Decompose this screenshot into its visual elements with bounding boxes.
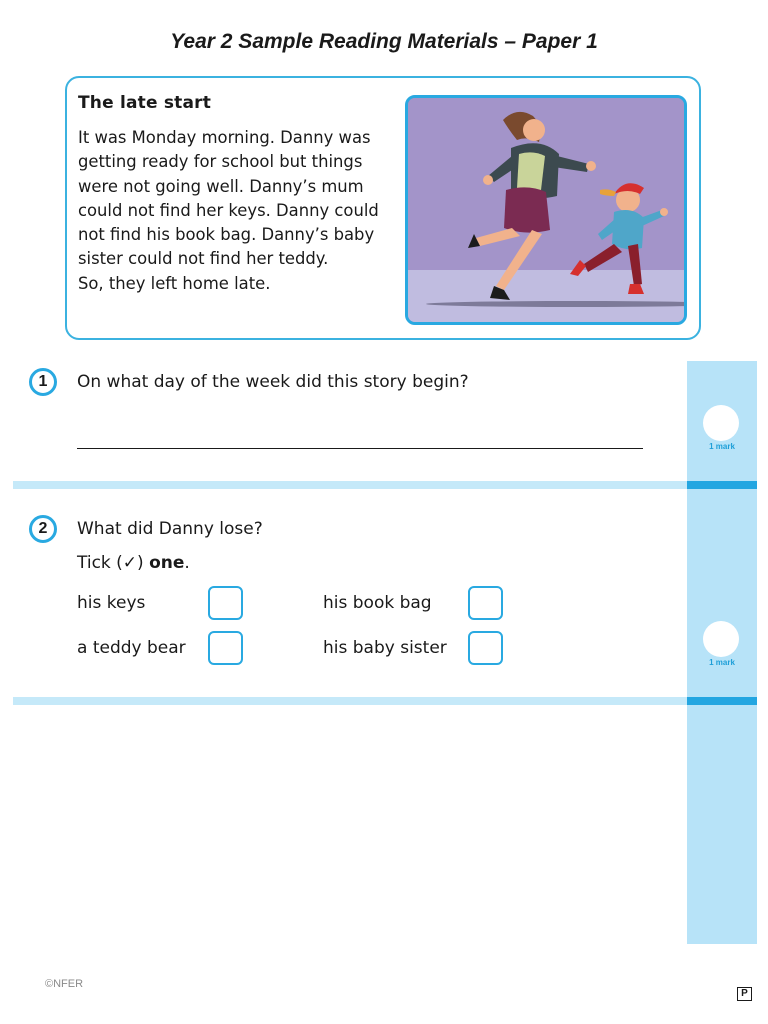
question-2-text: What did Danny lose?: [77, 519, 263, 539]
copyright-notice: ©NFER: [45, 978, 84, 990]
section-divider: [13, 697, 687, 705]
tick-box-his-book-bag[interactable]: [468, 586, 503, 620]
running-family-illustration: [408, 98, 684, 322]
story-line: sister could not find her teddy.: [78, 249, 329, 269]
tick-instruction-prefix: Tick (✓): [77, 553, 150, 573]
section-divider-margin: [687, 481, 757, 489]
story-text: [78, 126, 396, 296]
answer-line-q1[interactable]: [77, 448, 643, 449]
page-marker-badge: P: [737, 987, 752, 1001]
mark-box-q2[interactable]: [703, 621, 739, 657]
question-number-2: 2: [29, 515, 57, 543]
mark-box-q1[interactable]: [703, 405, 739, 441]
story-line: getting ready for school but things: [78, 152, 363, 172]
tick-box-his-keys[interactable]: [208, 586, 243, 620]
story-line: could not find her keys. Danny could: [78, 200, 379, 220]
story-line: were not going well. Danny’s mum: [78, 176, 364, 196]
mark-label-q1: 1 mark: [709, 442, 735, 451]
story-line: not find his book bag. Danny’s baby: [78, 225, 375, 245]
option-label: his keys: [77, 593, 146, 613]
story-illustration: [405, 95, 687, 325]
option-label: a teddy bear: [77, 638, 186, 658]
tick-instruction-suffix: .: [184, 553, 190, 573]
story-line: So, they left home late.: [78, 273, 271, 293]
option-label: his book bag: [323, 593, 432, 613]
tick-box-a-teddy-bear[interactable]: [208, 631, 243, 665]
section-divider-margin: [687, 697, 757, 705]
tick-box-his-baby-sister[interactable]: [468, 631, 503, 665]
mark-label-q2: 1 mark: [709, 658, 735, 667]
story-box: [65, 76, 701, 340]
story-line: It was Monday morning. Danny was: [78, 128, 371, 147]
option-label: his baby sister: [323, 638, 447, 658]
tick-instruction-emphasis: one: [149, 553, 185, 573]
tick-instruction: [77, 553, 190, 573]
question-number-1: 1: [29, 368, 57, 396]
story-title: The late start: [78, 93, 212, 113]
section-divider: [13, 481, 687, 489]
page-title: Year 2 Sample Reading Materials – Paper 1: [170, 30, 598, 53]
question-1-text: On what day of the week did this story begin?: [77, 372, 469, 392]
